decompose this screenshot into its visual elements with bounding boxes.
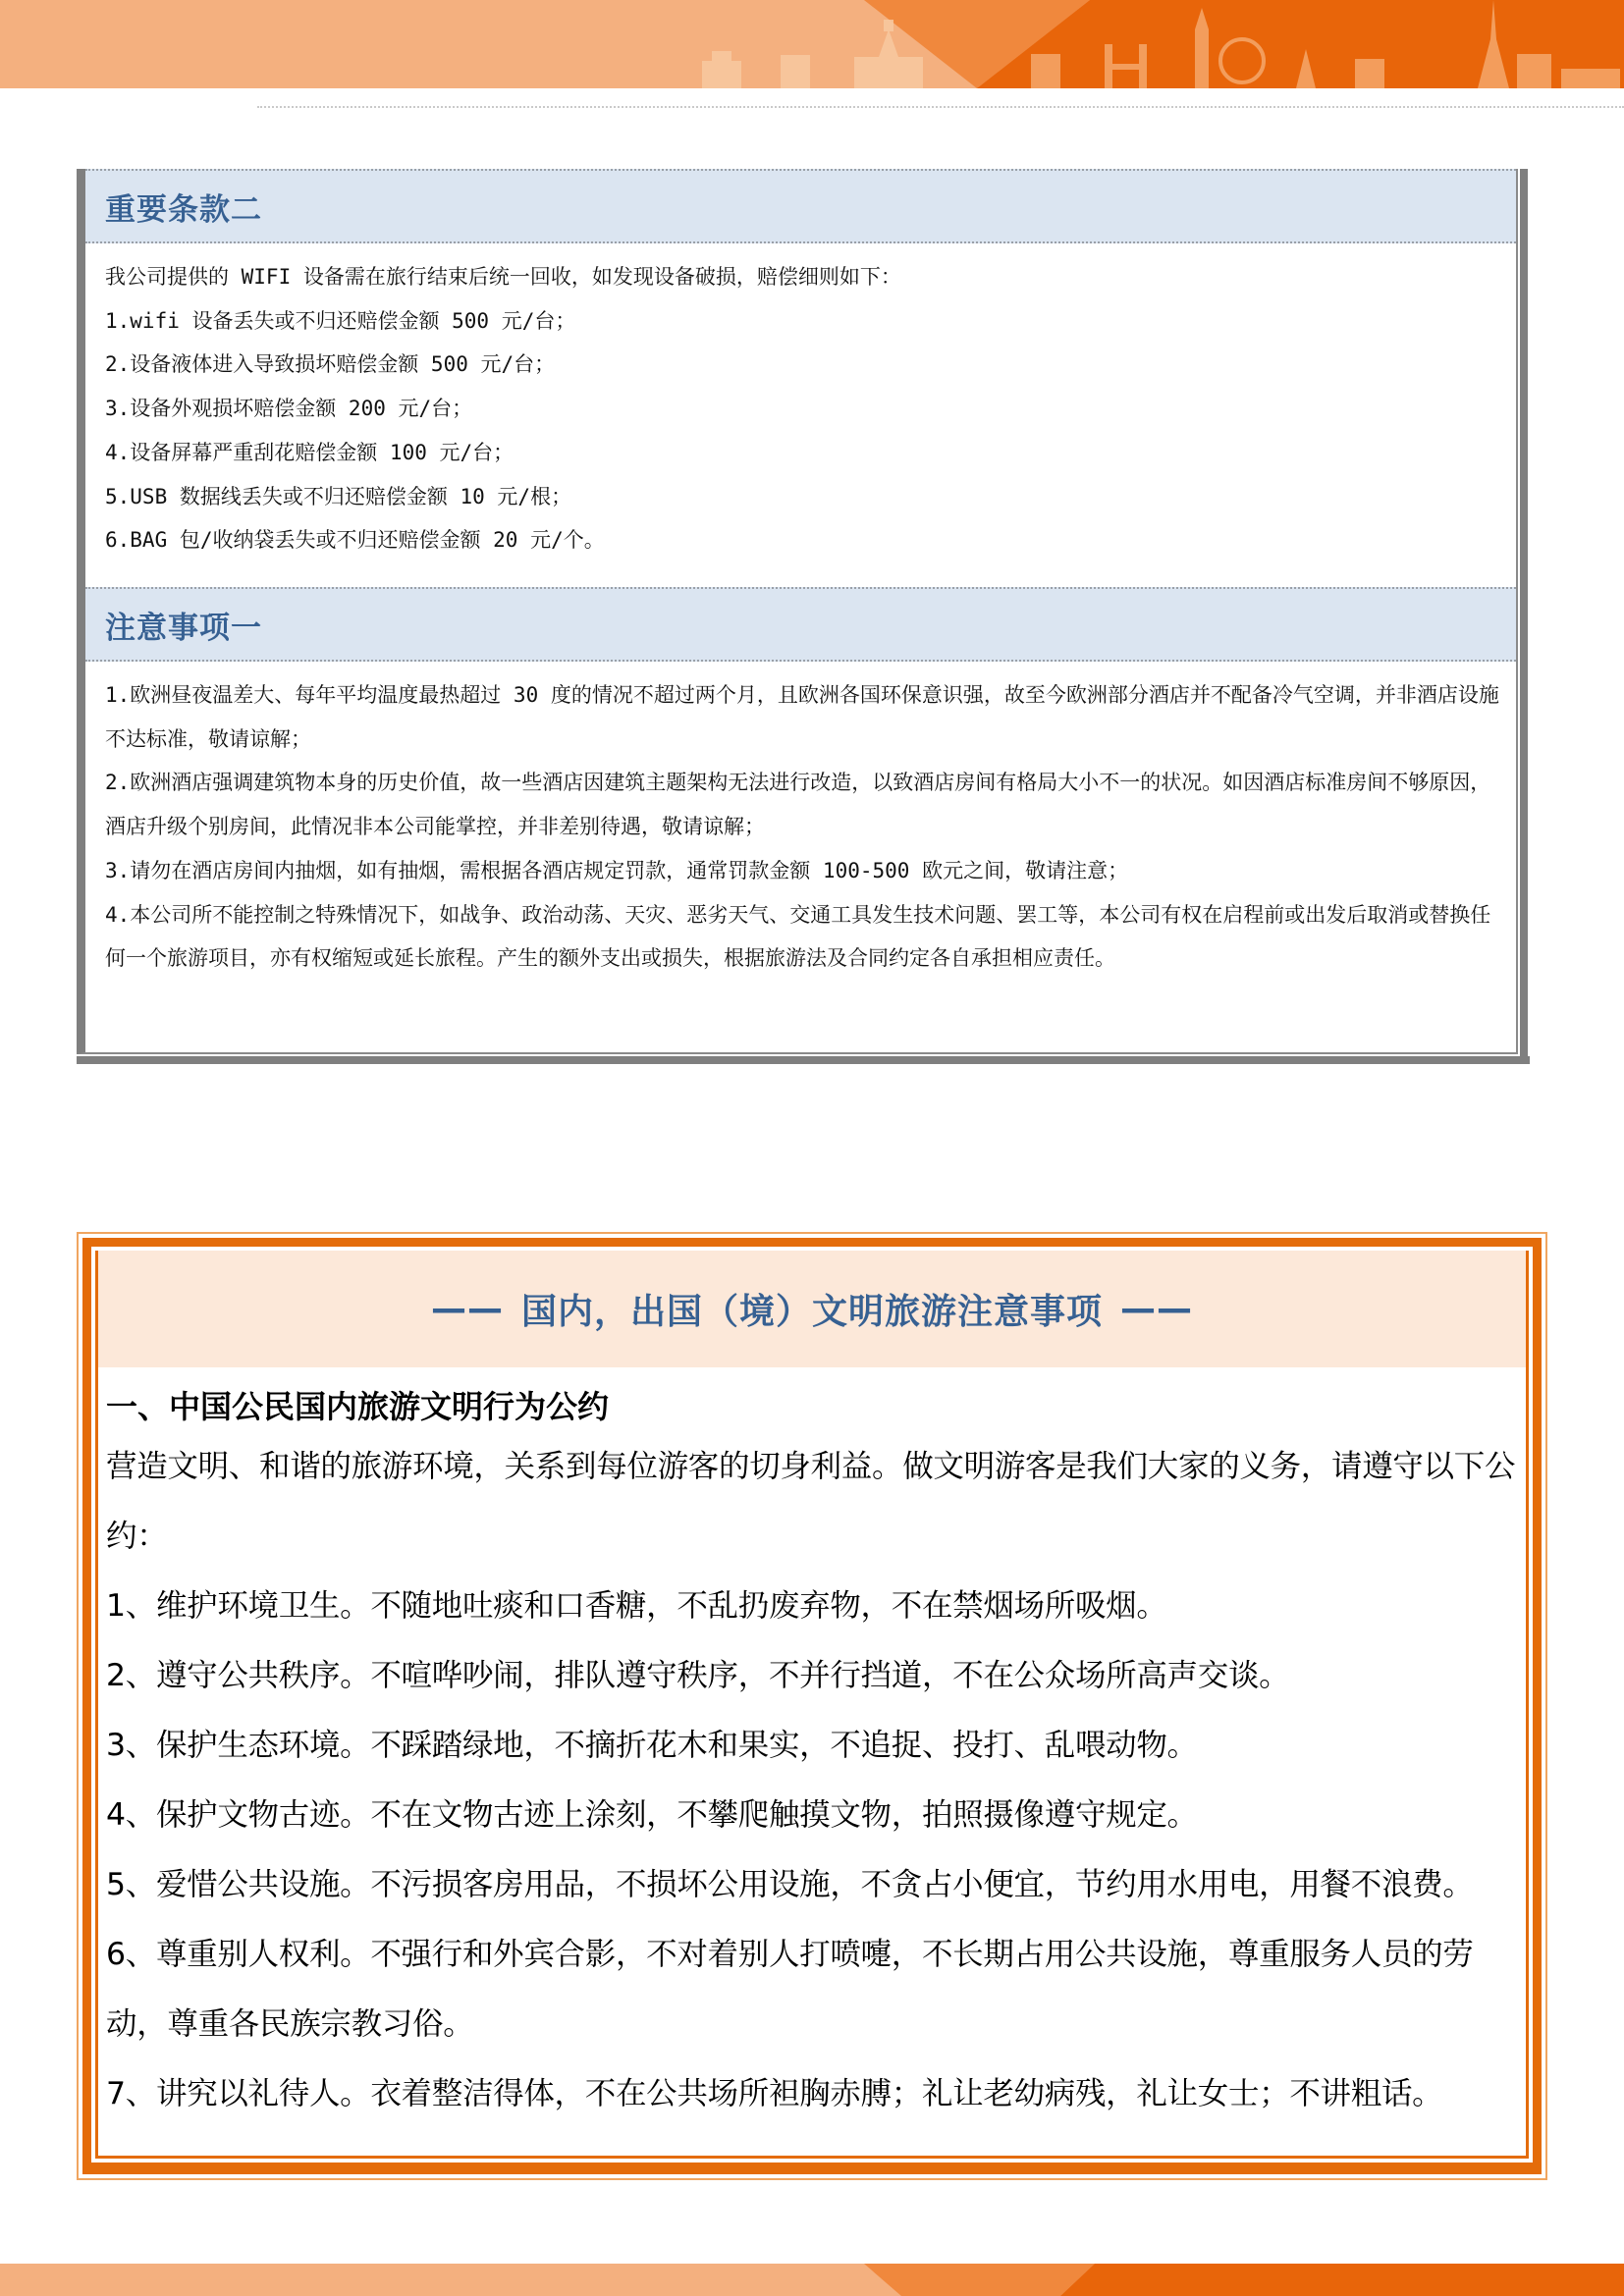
- header-banner: [0, 0, 1624, 88]
- section-title: 注意事项一: [105, 610, 262, 646]
- terms-item: 3.设备外观损坏赔偿金额 200 元/台；: [105, 397, 473, 421]
- civilized-rule: 7、讲究以礼待人。衣着整洁得体，不在公共场所袒胸赤膊；礼让老幼病残，礼让女士；不讲粗话。: [106, 2076, 1443, 2111]
- header-banner-graphic: [0, 0, 1624, 88]
- terms-box: [77, 169, 1518, 1054]
- terms-item: 5.USB 数据线丢失或不归还赔偿金额 10 元/根；: [105, 484, 572, 508]
- footer-mid-wedge: [864, 2264, 1095, 2296]
- terms-item: 6.BAG 包/收纳袋丢失或不归还赔偿金额 20 元/个。: [105, 528, 605, 553]
- civilized-rule: 1、维护环境卫生。不随地吐痰和口香糖，不乱扔废弃物，不在禁烟场所吸烟。: [106, 1588, 1167, 1624]
- civilized-rule: 2、遵守公共秩序。不喧哗吵闹，排队遵守秩序，不并行挡道，不在公众场所高声交谈。: [106, 1658, 1290, 1693]
- section-header-notices: [85, 587, 1516, 662]
- notice-item: 1.欧洲昼夜温差大、每年平均温度最热超过 30 度的情况不超过两个月，且欧洲各国环保意识强，故至今欧洲部分酒店并不配备冷气空调，并非酒店设施不达标准，敬请谅解；: [105, 683, 1499, 751]
- civilized-travel-box: [77, 1232, 1547, 2180]
- section-title: 重要条款二: [105, 191, 262, 228]
- civilized-rule: 4、保护文物古迹。不在文物古迹上涂刻，不攀爬触摸文物，拍照摄像遵守规定。: [106, 1797, 1198, 1833]
- footer-dark-wedge: [1060, 2264, 1624, 2296]
- civilized-rule: 5、爱惜公共设施。不污损客房用品，不损坏公用设施，不贪占小便宜，节约用水用电，用餐不浪费。: [106, 1867, 1474, 1902]
- civilized-travel-frame: [82, 1238, 1542, 2174]
- civilized-rule: 3、保护生态环境。不踩踏绿地，不摘折花木和果实，不追捉、投打、乱喂动物。: [106, 1728, 1198, 1763]
- notice-item: 2.欧洲酒店强调建筑物本身的历史价值，故一些酒店因建筑主题架构无法进行改造，以致酒店房间有格局大小不一的状况。如因酒店标准房间不够原因，酒店升级个别房间，此情况非本公司能掌控，并非差别待遇，敬请谅解；: [105, 771, 1491, 839]
- civilized-intro: 营造文明、和谐的旅游环境，关系到每位游客的切身利益。做文明游客是我们大家的义务，请遵守以下公约：: [106, 1449, 1516, 1554]
- terms-intro: 我公司提供的 WIFI 设备需在旅行结束后统一回收，如发现设备破损，赔偿细则如下：: [105, 265, 901, 289]
- civilized-title-bar: [98, 1251, 1526, 1367]
- header-divider: [257, 106, 1624, 108]
- footer-banner-graphic: [0, 2264, 1624, 2296]
- title-dash-right: ——: [1120, 1289, 1193, 1329]
- civilized-subtitle: 一、中国公民国内旅游文明行为公约: [106, 1388, 610, 1425]
- terms-item: 1.wifi 设备丢失或不归还赔偿金额 500 元/台；: [105, 308, 576, 333]
- footer-banner: [0, 2264, 1624, 2296]
- notice-item: 4.本公司所不能控制之特殊情况下，如战争、政治动荡、天灾、恶劣天气、交通工具发生技术问题、罢工等，本公司有权在启程前或出发后取消或替换任何一个旅游项目，亦有权缩短或延长旅程。产生的额外支出或损失，根据旅游法及合同约定各自承担相应责任。: [105, 902, 1491, 971]
- section-body-notices: [85, 662, 1516, 990]
- civilized-rule: 6、尊重别人权利。不强行和外宾合影，不对着别人打喷嚏，不长期占用公共设施，尊重服务人员的劳动，尊重各民族宗教习俗。: [106, 1937, 1474, 2042]
- terms-item: 4.设备屏幕严重刮花赔偿金额 100 元/台；: [105, 440, 514, 464]
- section-header-important-terms: [85, 169, 1516, 243]
- civilized-body: [98, 1367, 1526, 2129]
- title-dash-left: ——: [430, 1289, 504, 1329]
- civilized-title: 国内，出国（境）文明旅游注意事项: [520, 1292, 1103, 1332]
- terms-item: 2.设备液体进入导致损坏赔偿金额 500 元/台；: [105, 352, 556, 377]
- frame-inner-line: [91, 1247, 1533, 2163]
- frame-content: [95, 1251, 1529, 2159]
- notice-item: 3.请勿在酒店房间内抽烟，如有抽烟，需根据各酒店规定罚款，通常罚款金额 100-500 欧元之间，敬请注意；: [105, 858, 1129, 882]
- section-body-important-terms: [85, 243, 1516, 587]
